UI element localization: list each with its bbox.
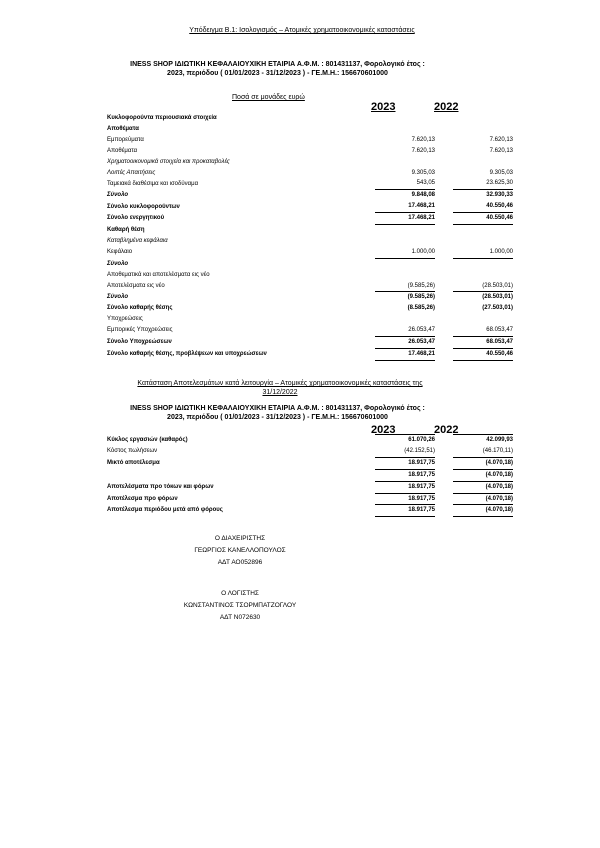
value-2022: (27.503,01) (482, 305, 513, 312)
row-label: Αποτέλεσμα προ φόρων (107, 495, 178, 502)
value-2022: (4.070,18) (453, 457, 513, 469)
value-2023: (42.152,51) (375, 446, 435, 457)
row-label: Μικτό αποτέλεσμα (107, 459, 160, 466)
value-2022 (453, 124, 513, 135)
balance-company-line-1: INESS SHOP ΙΔΙΩΤΙΚΗ ΚΕΦΑΛΑΙΟΥΧΙΚΗ ΕΤΑΙΡΙΑ Α.Φ.Μ. : 801431137, Φορολογικό έτος : (130, 61, 425, 68)
value-2023: 17.468,21 (375, 213, 435, 225)
value-2022: (4.070,18) (453, 481, 513, 493)
balance-year-2: 2022 (434, 101, 459, 113)
table-row (107, 292, 513, 303)
row-label: Καθαρή θέση (107, 226, 145, 233)
value-2023: 18.917,75 (375, 505, 435, 517)
value-2023: 18.917,75 (375, 481, 435, 493)
value-2023: 7.620,13 (411, 136, 435, 143)
income-company-line-1: INESS SHOP ΙΔΙΩΤΙΚΗ ΚΕΦΑΛΑΙΟΥΧΙΚΗ ΕΤΑΙΡΙΑ Α.Φ.Μ. : 801431137, Φορολογικό έτος : (130, 405, 425, 412)
value-2023 (375, 314, 435, 325)
row-label: Κυκλοφορούντα περιουσιακά στοιχεία (107, 115, 217, 121)
amount-unit-label: Ποσά σε μονάδες ευρώ (232, 94, 305, 101)
row-label: Κόστος πωλήσεων (107, 448, 158, 455)
value-2023 (375, 270, 435, 281)
row-label: Αποτελέσματα εις νέο (107, 282, 165, 289)
table-row (107, 505, 513, 517)
table-row (107, 493, 513, 505)
row-label: Σύνολο (107, 260, 129, 267)
table-row (107, 457, 513, 469)
value-2022 (453, 236, 513, 247)
row-label: Κύκλος εργασιών (καθαρός) (107, 436, 188, 443)
table-row (107, 190, 513, 201)
table-row (107, 178, 513, 189)
row-label: Σύνολο (107, 192, 129, 199)
value-2022: (28.503,01) (482, 294, 513, 301)
table-row (107, 481, 513, 493)
table-row (107, 113, 513, 124)
value-2022: 40.550,46 (453, 349, 513, 361)
value-2023: 9.305,03 (411, 169, 435, 176)
value-2022: (46.170,11) (453, 446, 513, 457)
row-label: Σύνολο ενεργητικού (107, 215, 165, 222)
value-2023: 18.917,75 (375, 457, 435, 469)
table-row (107, 157, 513, 168)
row-label: Σύνολο καθαρής θέσης, προβλέψεων και υποχρεώσεων (107, 351, 267, 357)
balance-sheet-title: Υπόδειγμα Β.1: Ισολογισμός – Ατομικές χρηματοοικονομικές καταστάσεις (189, 27, 415, 34)
table-row (107, 201, 513, 212)
value-2023: 18.917,75 (375, 469, 435, 481)
value-2022: 23.625,30 (453, 178, 513, 189)
value-2023: 26.053,47 (375, 337, 435, 349)
value-2022 (453, 270, 513, 281)
row-label: Λοιπές Απαιτήσεις (107, 169, 156, 176)
row-label: Εμπορικές Υποχρεώσεις (107, 327, 173, 334)
table-row (107, 349, 513, 361)
value-2023: 7.620,13 (411, 147, 435, 154)
value-2022: 40.550,46 (453, 213, 513, 225)
income-statement-title: Κατάσταση Αποτελεσμάτων κατά λειτουργία – Ατομικές χρηματοοικονομικές καταστάσεις της (137, 380, 423, 387)
income-company-line-2: 2023, περιόδου ( 01/01/2023 - 31/12/2023 ) - ΓΕ.Μ.Η.: 156670601000 (167, 414, 388, 421)
value-2022 (453, 225, 513, 236)
value-2023 (375, 258, 435, 269)
administrator-name: ΓΕΩΡΓΙΟΣ ΚΑΝΕΛΛΟΠΟΥΛΟΣ (194, 547, 286, 554)
table-row (107, 247, 513, 258)
value-2022: 68.053,47 (453, 325, 513, 336)
table-row (107, 236, 513, 247)
balance-sheet-table (107, 113, 513, 361)
income-year-1: 2023 (371, 424, 396, 436)
value-2023 (375, 157, 435, 168)
income-year-2: 2022 (434, 424, 459, 436)
value-2022: 42.099,93 (453, 435, 513, 446)
value-2022 (453, 314, 513, 325)
value-2022: 1.000,00 (453, 247, 513, 258)
row-label: Χρηματοοικονομικά στοιχεία και προκαταβολές (107, 158, 230, 165)
row-label: Αποτέλεσμα περιόδου μετά από φόρους (107, 507, 223, 514)
value-2022 (453, 258, 513, 269)
table-row (107, 146, 513, 157)
income-statement-table (107, 434, 513, 517)
value-2023: 18.917,75 (375, 493, 435, 505)
value-2022: 9.305,03 (489, 169, 513, 176)
value-2022: (4.070,18) (453, 469, 513, 481)
row-label: Εμπορεύματα (107, 136, 144, 143)
row-label: Σύνολο κυκλοφορούντων (107, 203, 180, 210)
table-row (107, 258, 513, 269)
row-label: Αποθέματα (107, 147, 138, 154)
table-row (107, 213, 513, 225)
value-2022: 32.930,33 (486, 192, 513, 199)
value-2023: 9.848,08 (411, 192, 435, 199)
value-2022 (453, 157, 513, 168)
value-2022: 7.620,13 (489, 147, 513, 154)
table-row (107, 225, 513, 236)
table-row (107, 337, 513, 349)
value-2022: (28.503,01) (453, 281, 513, 292)
value-2023: (8.585,26) (407, 305, 435, 312)
value-2023 (375, 124, 435, 135)
table-row (107, 469, 513, 481)
accountant-id: ΑΔΤ Ν072630 (219, 614, 261, 621)
income-statement-title-date: 31/12/2022 (262, 389, 298, 396)
value-2023: 543,05 (375, 178, 435, 189)
row-label: Αποθέματα (107, 125, 139, 132)
value-2022: 68.053,47 (453, 337, 513, 349)
value-2023: 17.468,21 (375, 349, 435, 361)
administrator-id: ΑΔΤ ΑΟ052896 (217, 559, 263, 566)
value-2023: 17.468,21 (375, 201, 435, 212)
balance-year-1: 2023 (371, 101, 396, 113)
row-label: Αποτελέσματα προ τόκων και φόρων (107, 483, 214, 490)
value-2022 (453, 113, 513, 124)
balance-company-line-2: 2023, περιόδου ( 01/01/2023 - 31/12/2023 ) - ΓΕ.Μ.Η.: 156670601000 (167, 70, 388, 77)
value-2023 (375, 225, 435, 236)
value-2023: 26.053,47 (375, 325, 435, 336)
table-row (107, 446, 513, 457)
value-2022: 40.550,46 (453, 201, 513, 212)
row-label: Σύνολο (107, 294, 129, 301)
accountant-name: ΚΩΝΣΤΑΝΤΙΝΟΣ ΤΣΟΡΜΠΑΤΖΟΓΛΟΥ (183, 602, 297, 609)
row-label: Ταμειακά διαθέσιμα και ισοδύναμα (107, 180, 199, 187)
value-2023 (375, 236, 435, 247)
table-row (107, 303, 513, 314)
value-2023: 1.000,00 (375, 247, 435, 258)
table-row (107, 314, 513, 325)
value-2023: 61.070,26 (375, 435, 435, 446)
table-row (107, 270, 513, 281)
row-label: Σύνολο Υποχρεώσεων (107, 339, 172, 346)
value-2023 (375, 113, 435, 124)
row-label: Σύνολο καθαρής θέσης (107, 305, 173, 312)
value-2023: (9.585,26) (407, 294, 435, 301)
accountant-title: Ο ΛΟΓΙΣΤΗΣ (221, 590, 259, 597)
table-row (107, 325, 513, 336)
table-row (107, 168, 513, 179)
row-label: Καταβλημένα κεφάλαια (107, 237, 168, 244)
row-label: Κεφάλαιο (107, 249, 133, 256)
administrator-title: Ο ΔΙΑΧΕΙΡΙΣΤΗΣ (214, 535, 266, 542)
row-label (107, 469, 375, 481)
value-2022: 7.620,13 (489, 136, 513, 143)
value-2022: (4.070,18) (453, 493, 513, 505)
table-row (107, 124, 513, 135)
value-2023: (9.585,26) (375, 281, 435, 292)
table-row (107, 135, 513, 146)
value-2022: (4.070,18) (453, 505, 513, 517)
row-label: Αποθεματικά και αποτελέσματα εις νέο (107, 271, 210, 278)
table-row (107, 435, 513, 446)
row-label: Υποχρεώσεις (107, 316, 143, 323)
table-row (107, 281, 513, 292)
